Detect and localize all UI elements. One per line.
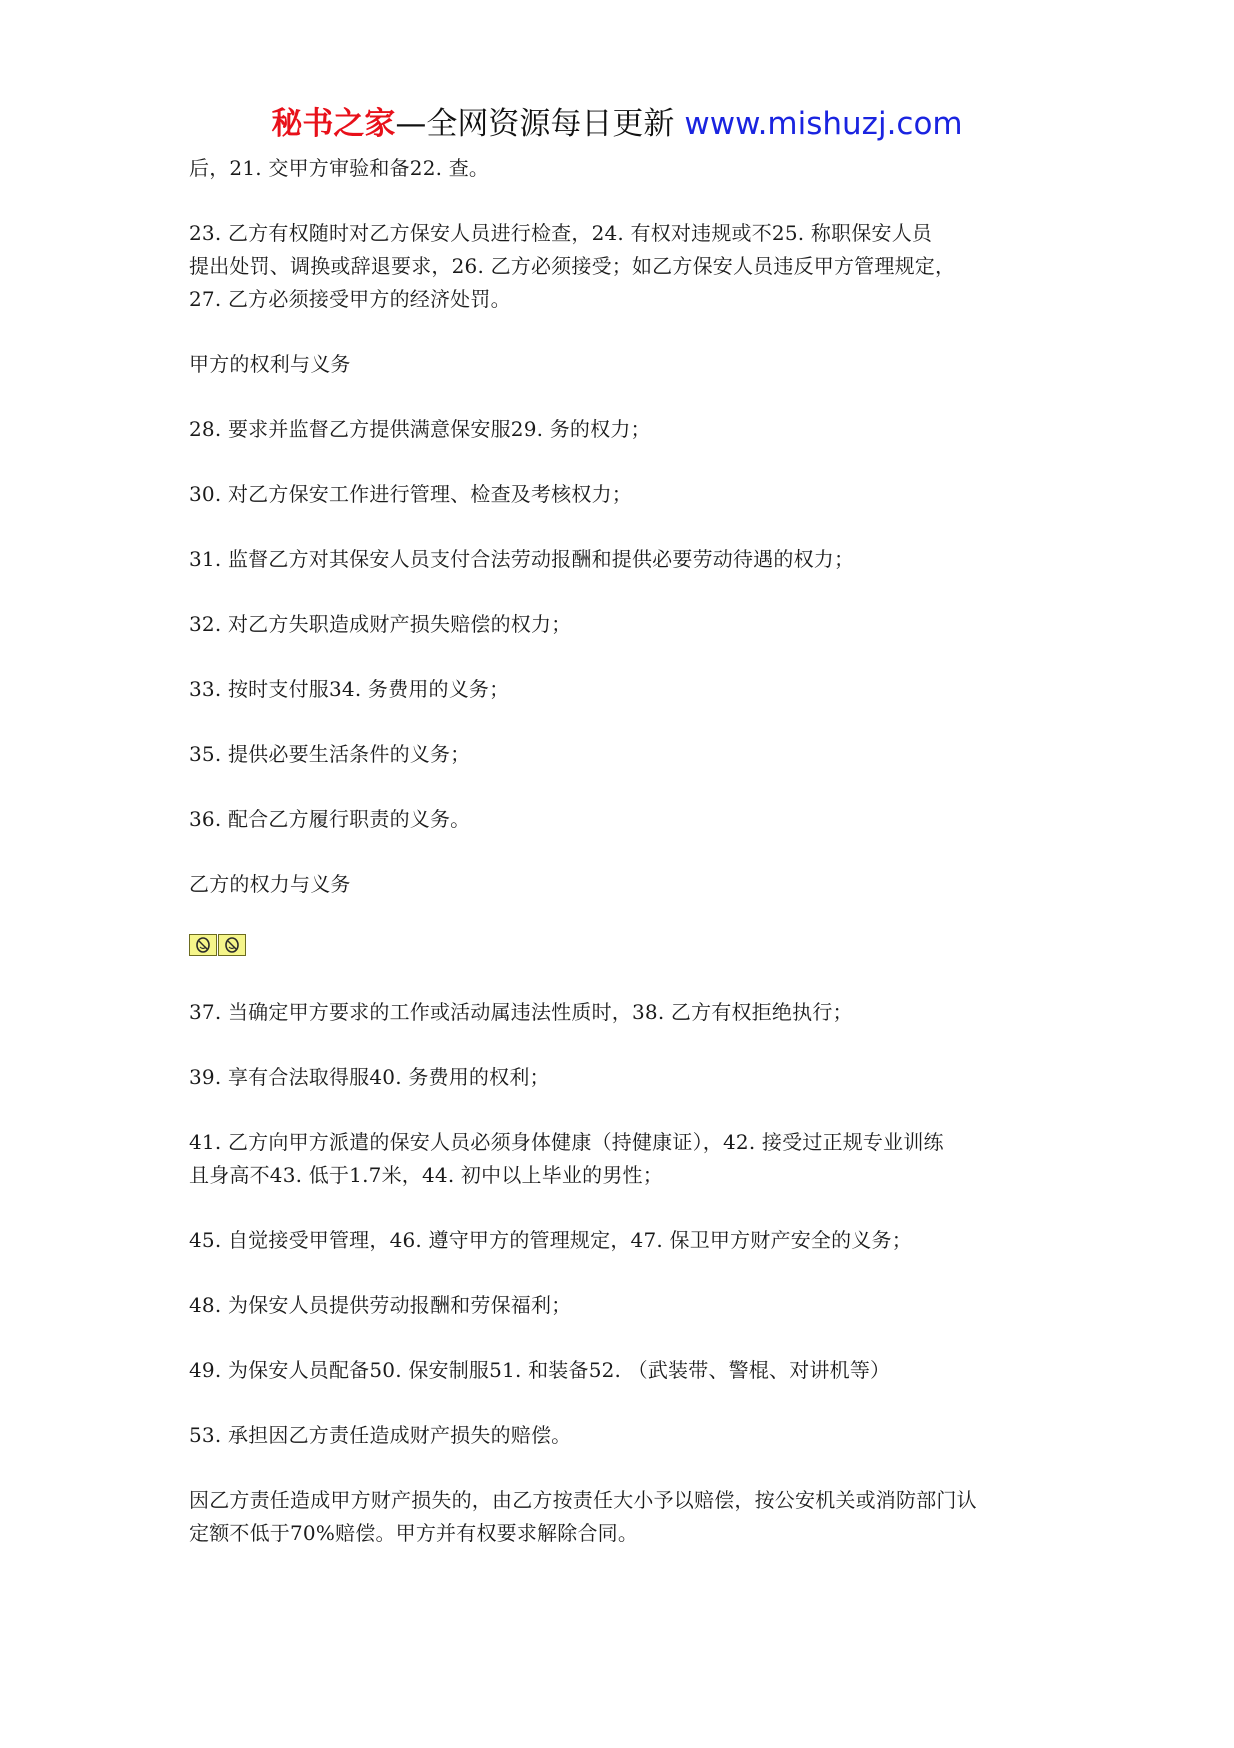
text-line: 定额不低于70%赔偿。甲方并有权要求解除合同。 xyxy=(189,1521,639,1545)
text-line: 23. 乙方有权随时对乙方保安人员进行检查，24. 有权对违规或不25. 称职保安人员 xyxy=(189,221,933,245)
paragraph xyxy=(189,608,1069,641)
text-line: 35. 提供必要生活条件的义务； xyxy=(189,742,471,766)
text-line: 49. 为保安人员配备50. 保安制服51. 和装备52. （武装带、警棍、对讲机等） xyxy=(189,1358,891,1382)
text-line: 45. 自觉接受甲管理，46. 遵守甲方的管理规定，47. 保卫甲方财产安全的义务； xyxy=(189,1228,912,1252)
paragraph xyxy=(189,1126,1069,1192)
document-body xyxy=(189,152,1069,1550)
paragraph xyxy=(189,803,1069,836)
text-line: 27. 乙方必须接受甲方的经济处罚。 xyxy=(189,287,511,311)
paragraph xyxy=(189,1484,1069,1550)
text-line: 31. 监督乙方对其保安人员支付合法劳动报酬和提供必要劳动待遇的权力； xyxy=(189,547,855,571)
text-line: 因乙方责任造成甲方财产损失的，由乙方按责任大小予以赔偿，按公安机关或消防部门认 xyxy=(189,1488,977,1512)
text-line: 32. 对乙方失职造成财产损失赔偿的权力； xyxy=(189,612,572,636)
broken-image-icon xyxy=(218,934,246,956)
embedded-image-placeholders xyxy=(189,934,1069,956)
paragraph xyxy=(189,1224,1069,1257)
text-line: 乙方的权力与义务 xyxy=(189,872,351,896)
broken-image-icon xyxy=(189,934,217,956)
paragraph xyxy=(189,413,1069,446)
site-banner xyxy=(0,100,1234,148)
site-url-link[interactable]: www.mishuzj.com xyxy=(684,106,963,142)
paragraph xyxy=(189,152,1069,185)
text-line: 53. 承担因乙方责任造成财产损失的赔偿。 xyxy=(189,1423,572,1447)
text-line: 39. 享有合法取得服40. 务费用的权利； xyxy=(189,1065,550,1089)
paragraph xyxy=(189,738,1069,771)
text-line: 37. 当确定甲方要求的工作或活动属违法性质时，38. 乙方有权拒绝执行； xyxy=(189,1000,853,1024)
paragraph xyxy=(189,1354,1069,1387)
text-line: 甲方的权利与义务 xyxy=(189,352,351,376)
text-line: 30. 对乙方保安工作进行管理、检查及考核权力； xyxy=(189,482,632,506)
brand-name: 秘书之家 xyxy=(271,106,396,142)
paragraph xyxy=(189,1289,1069,1322)
text-line: 28. 要求并监督乙方提供满意保安服29. 务的权力； xyxy=(189,417,651,441)
paragraph xyxy=(189,673,1069,706)
section-heading xyxy=(189,348,1069,381)
text-line: 后，21. 交甲方审验和备22. 查。 xyxy=(189,156,490,180)
text-line: 且身高不43. 低于1.7米，44. 初中以上毕业的男性； xyxy=(189,1163,663,1187)
paragraph xyxy=(189,996,1069,1029)
text-line: 41. 乙方向甲方派遣的保安人员必须身体健康（持健康证），42. 接受过正规专业训练 xyxy=(189,1130,944,1154)
paragraph xyxy=(189,1061,1069,1094)
banner-tagline: —全网资源每日更新 xyxy=(395,106,675,142)
text-line: 提出处罚、调换或辞退要求，26. 乙方必须接受；如乙方保安人员违反甲方管理规定， xyxy=(189,254,956,278)
paragraph xyxy=(189,478,1069,511)
section-heading xyxy=(189,868,1069,901)
paragraph xyxy=(189,543,1069,576)
text-line: 33. 按时支付服34. 务费用的义务； xyxy=(189,677,510,701)
text-line: 48. 为保安人员提供劳动报酬和劳保福利； xyxy=(189,1293,572,1317)
paragraph xyxy=(189,217,1069,316)
text-line: 36. 配合乙方履行职责的义务。 xyxy=(189,807,471,831)
paragraph xyxy=(189,1419,1069,1452)
